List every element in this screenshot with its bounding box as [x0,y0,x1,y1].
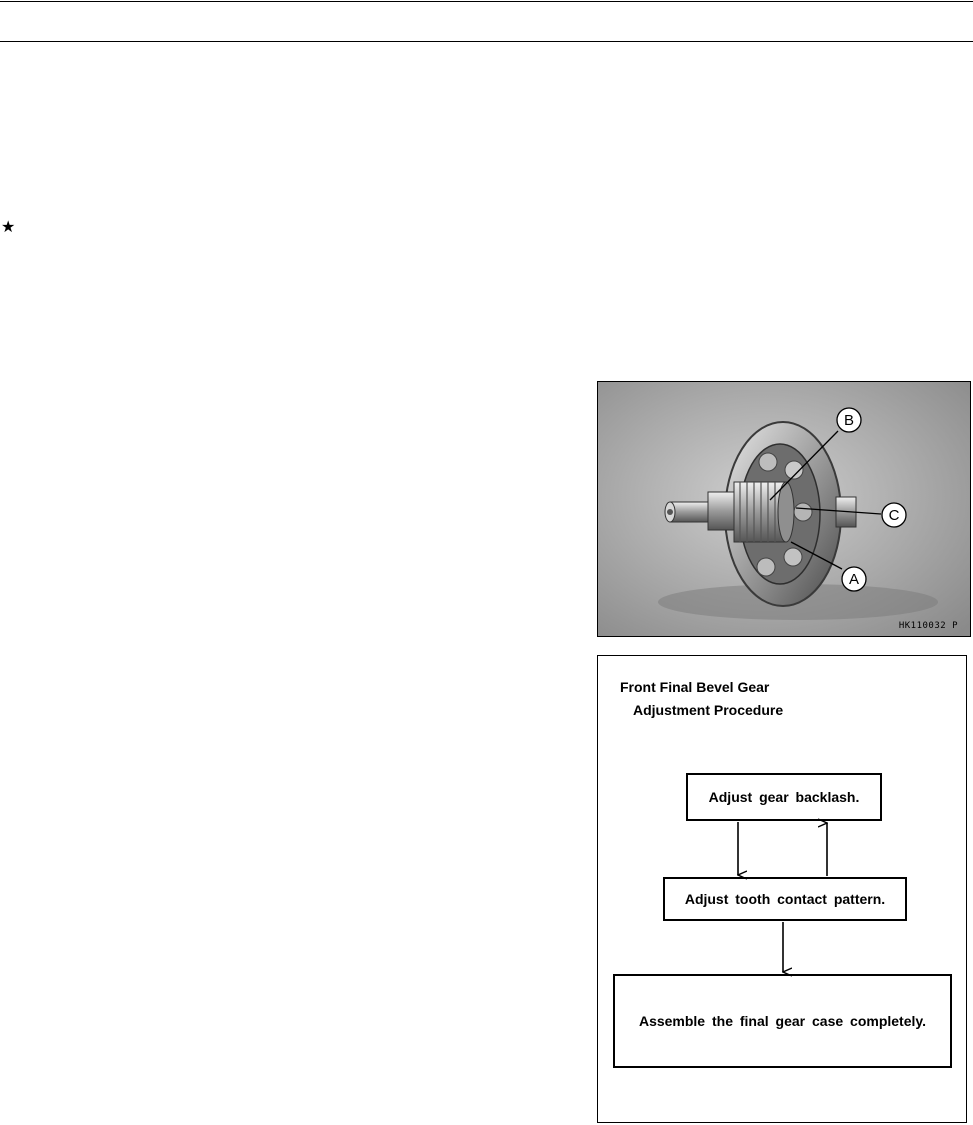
flowchart-title-line2: Adjustment Procedure [633,702,784,718]
step-assemble-case: Assemble the final gear case completely. [613,974,952,1068]
header-rule-top [0,1,973,2]
header-rule-bottom [0,41,973,42]
flowchart-title-line1: Front Final Bevel Gear [620,679,770,695]
photo-reference-code: HK110032 P [898,621,958,631]
step-adjust-contact-pattern: Adjust tooth contact pattern. [663,877,907,921]
star-bullet-icon: ★ [1,217,16,236]
step-adjust-backlash: Adjust gear backlash. [686,773,882,821]
flowchart-panel [597,655,967,1123]
callout-a: A [848,571,860,588]
bearing-photo [597,381,971,637]
callout-b: B [843,412,855,429]
callout-c: C [888,507,900,524]
bearing-illustration [598,382,970,636]
